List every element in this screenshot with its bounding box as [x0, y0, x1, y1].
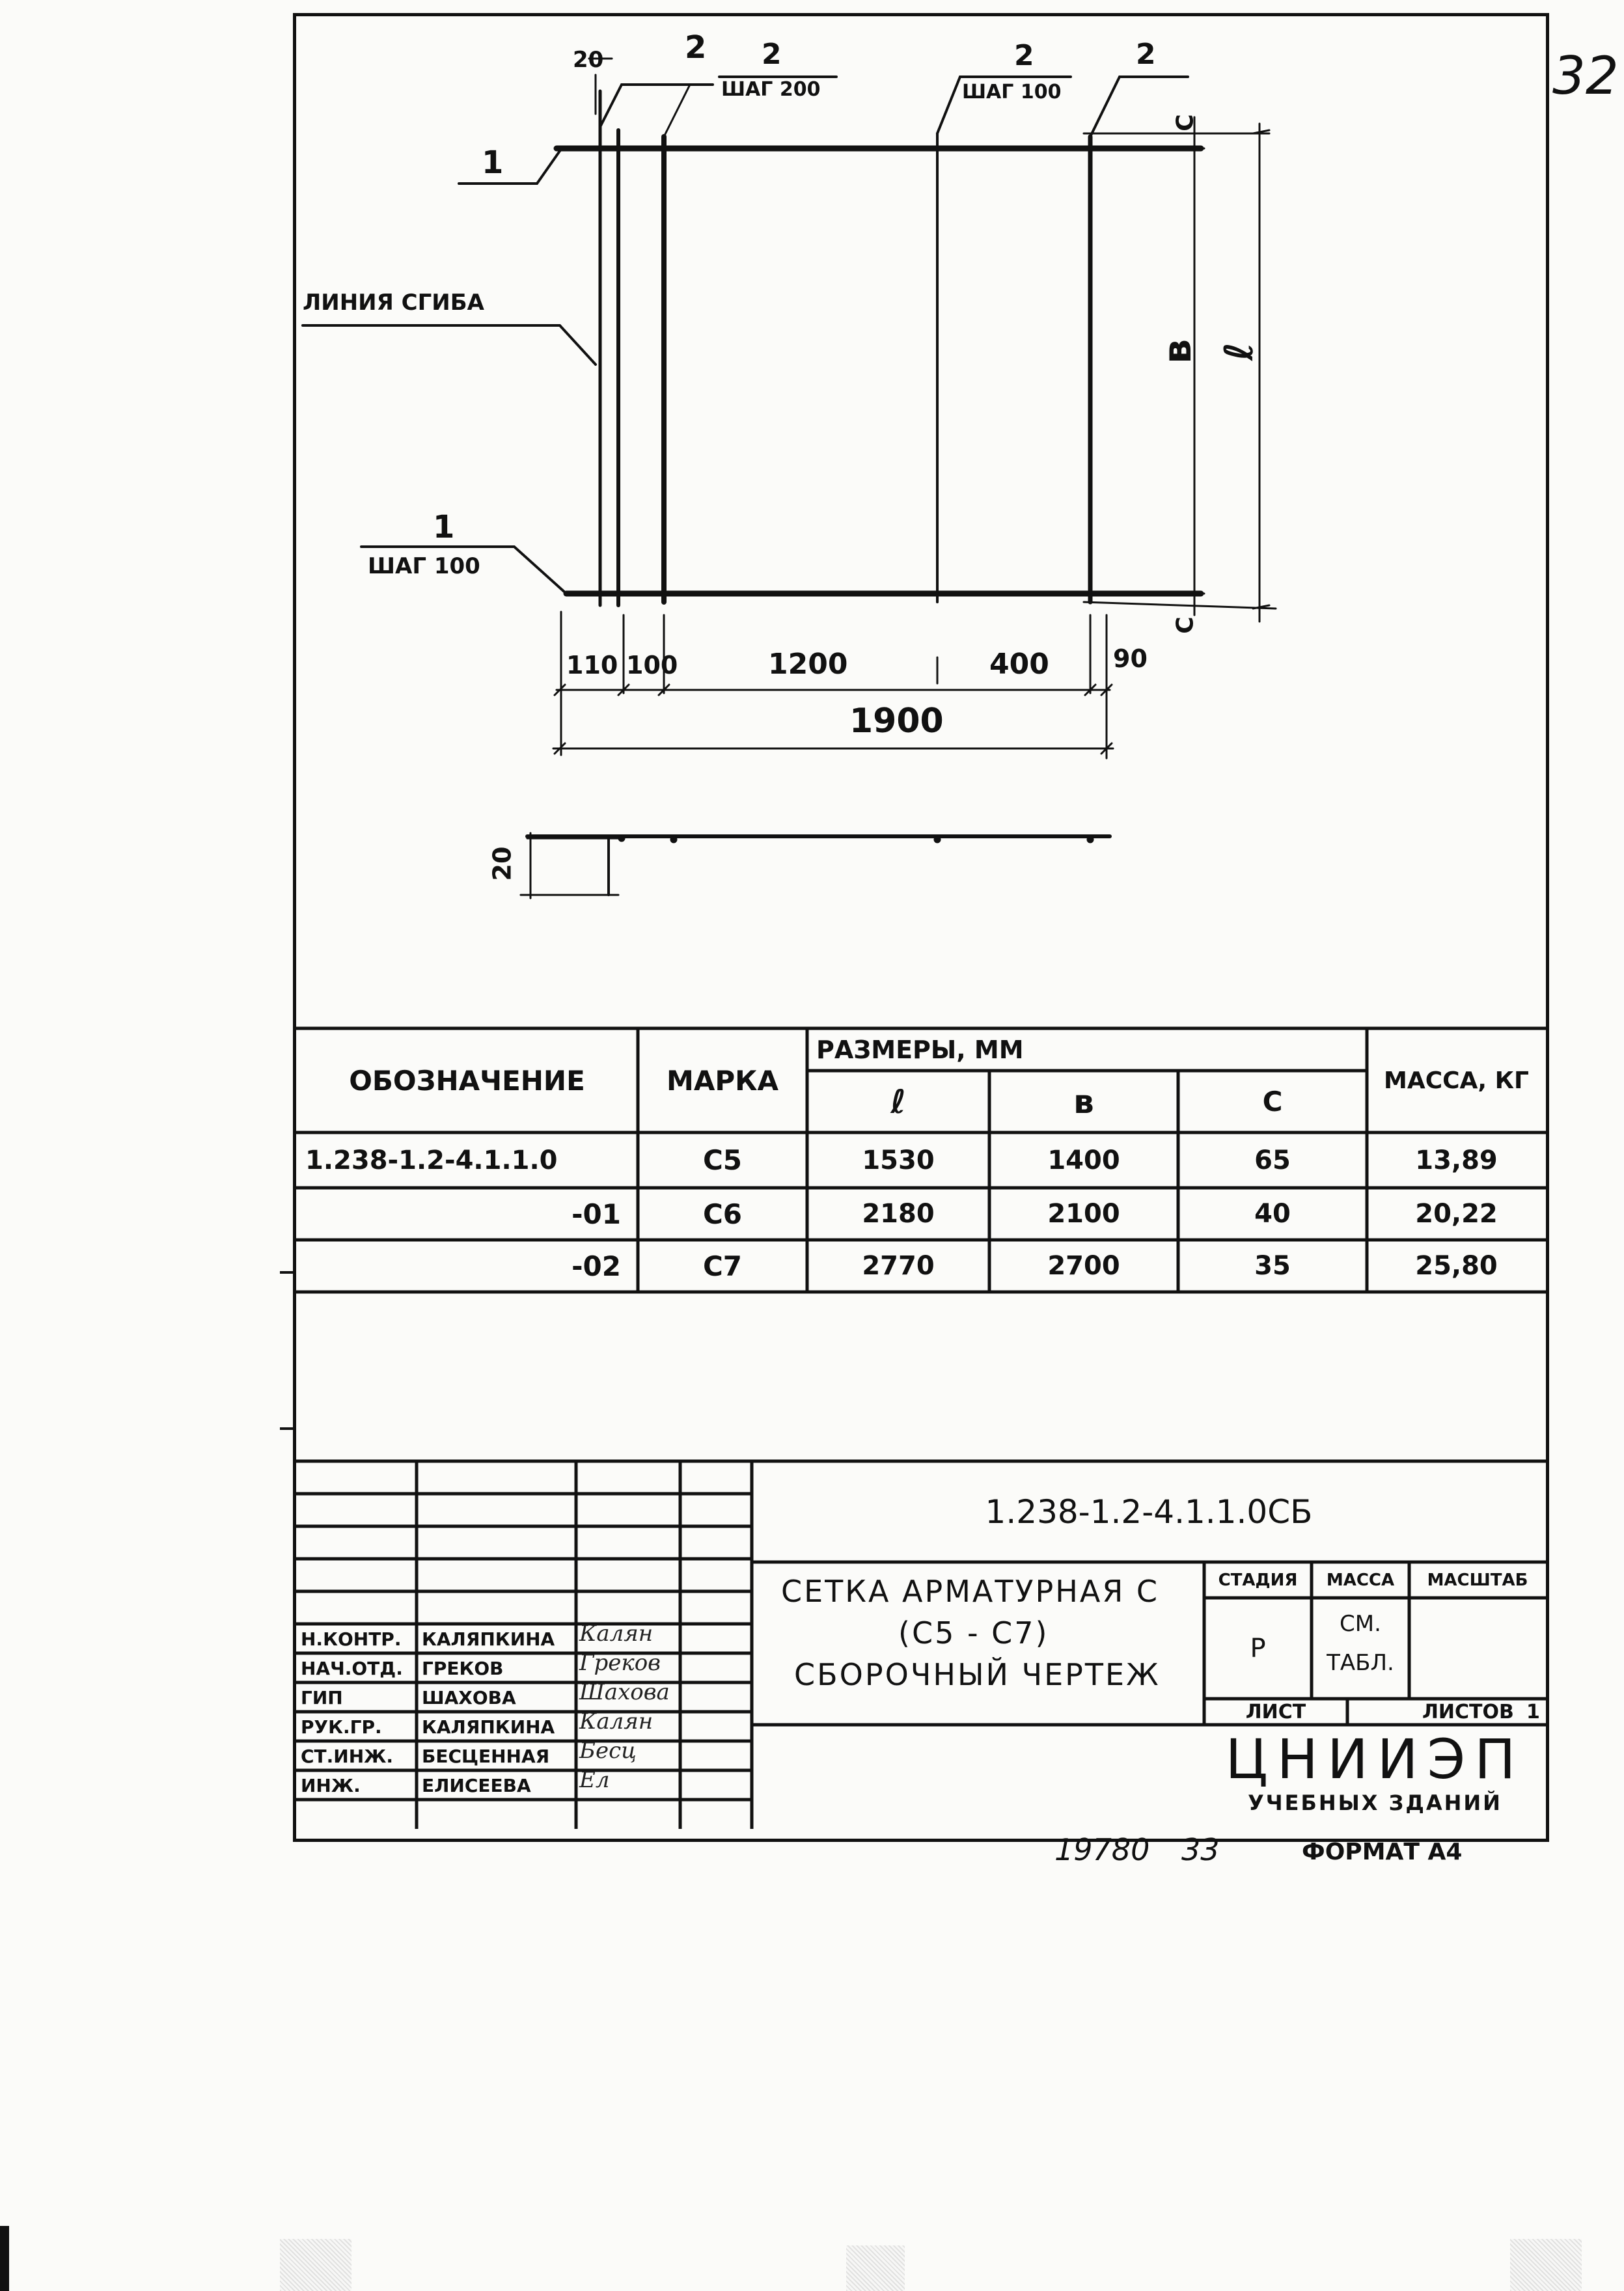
name-ruk-gr: КАЛЯПКИНА: [422, 1716, 555, 1738]
row-c7-mass: 25,80: [1415, 1251, 1498, 1281]
row-c7-mark: С7: [702, 1250, 743, 1282]
signature-inzh: Ел: [579, 1767, 610, 1793]
role-inzh: ИНЖ.: [301, 1775, 361, 1796]
callout-bar-1-top: 1: [482, 144, 504, 181]
title-line-3: СБОРОЧНЫЙ ЧЕРТЕЖ: [794, 1657, 1161, 1692]
row-c5-l: 1530: [862, 1145, 935, 1175]
dim-1200: 1200: [768, 648, 848, 681]
row-c6-designation: -01: [571, 1198, 621, 1230]
scale-label: МАСШТАБ: [1427, 1570, 1528, 1590]
name-st-inzh: БЕСЦЕННАЯ: [422, 1746, 550, 1767]
header-b: в: [1073, 1082, 1094, 1121]
org-name: ЦНИИЭП: [1225, 1727, 1525, 1791]
callout-bar-1-bottom: 1: [433, 509, 455, 545]
role-ruk-gr: РУК.ГР.: [301, 1716, 382, 1738]
row-c7-designation: -02: [571, 1250, 621, 1282]
role-gip: ГИП: [301, 1687, 343, 1708]
mass-label: МАССА: [1326, 1570, 1395, 1590]
row-c6-c: 40: [1254, 1199, 1291, 1229]
sheets-label: ЛИСТОВ: [1422, 1701, 1514, 1723]
row-c5-mass: 13,89: [1415, 1145, 1498, 1175]
name-inzh: ЕЛИСЕЕВА: [422, 1775, 531, 1796]
signature-st-inzh: Бесц: [579, 1738, 637, 1764]
title-line-2: (С5 - С7): [898, 1615, 1049, 1651]
stage-label: СТАДИЯ: [1218, 1570, 1298, 1590]
signature-ruk-gr: Калян: [579, 1708, 654, 1735]
row-c6-l: 2180: [862, 1199, 935, 1229]
dim-total-1900: 1900: [849, 702, 944, 741]
callout-bar-2d: 2: [1136, 38, 1156, 71]
header-c: С: [1262, 1086, 1283, 1118]
dim-400: 400: [989, 648, 1049, 681]
sheet-number: 32: [1552, 46, 1619, 106]
name-n-kontr: КАЛЯПКИНА: [422, 1628, 555, 1650]
sheets-value: 1: [1526, 1701, 1540, 1723]
role-st-inzh: СТ.ИНЖ.: [301, 1746, 394, 1767]
callout-bar-1-bottom-step: ШАГ 100: [368, 553, 480, 579]
header-sizes: РАЗМЕРЫ, ММ: [816, 1035, 1024, 1064]
row-c7-b: 2700: [1047, 1251, 1120, 1281]
row-c6-mass: 20,22: [1415, 1199, 1498, 1229]
sheet-label: ЛИСТ: [1245, 1700, 1306, 1723]
signature-n-kontr: Калян: [579, 1621, 654, 1647]
dim-c-top: C: [1172, 114, 1199, 131]
page-number: 33: [1181, 1832, 1220, 1867]
name-nach-otd: ГРЕКОВ: [422, 1658, 504, 1679]
row-c6-mark: С6: [702, 1198, 743, 1230]
doc-code: 1.238-1.2-4.1.1.0СБ: [985, 1492, 1313, 1531]
header-l: ℓ: [890, 1082, 906, 1121]
row-c5-designation: 1.238-1.2-4.1.1.0: [305, 1145, 558, 1175]
header-designation: ОБОЗНАЧЕНИЕ: [349, 1064, 585, 1097]
header-mass: МАССА, КГ: [1384, 1067, 1529, 1094]
mass-value-2: ТАБЛ.: [1327, 1650, 1394, 1676]
paper-format: ФОРМАТ А4: [1302, 1839, 1463, 1865]
row-c7-l: 2770: [862, 1251, 935, 1281]
row-c5-b: 1400: [1047, 1145, 1120, 1175]
title-line-1: СЕТКА АРМАТУРНАЯ С: [781, 1574, 1160, 1609]
callout-bar-2c-step: ШАГ 100: [962, 81, 1062, 103]
archive-number: 19780: [1054, 1832, 1150, 1867]
row-c6-b: 2100: [1047, 1199, 1120, 1229]
signature-gip: Шахова: [579, 1679, 670, 1705]
dim-20-top: 20: [573, 47, 604, 73]
dim-b: в: [1154, 339, 1200, 364]
dim-110: 110: [566, 651, 618, 679]
name-gip: ШАХОВА: [422, 1687, 516, 1708]
row-c7-c: 35: [1254, 1251, 1291, 1281]
dim-l: ℓ: [1217, 342, 1263, 361]
dim-c-bottom: C: [1172, 616, 1199, 634]
dim-90: 90: [1113, 644, 1148, 673]
role-nach-otd: НАЧ.ОТД.: [301, 1658, 403, 1679]
header-mark: МАРКА: [667, 1064, 778, 1097]
callout-bar-2c: 2: [1014, 39, 1034, 72]
signature-nach-otd: Греков: [579, 1650, 661, 1676]
dim-20-section: 20: [488, 846, 517, 881]
org-subname: УЧЕБНЫХ ЗДАНИЙ: [1248, 1790, 1502, 1815]
row-c5-c: 65: [1254, 1145, 1291, 1175]
stage-value: Р: [1250, 1633, 1266, 1664]
callout-bar-2b: 2: [762, 38, 782, 71]
callout-bar-2a: 2: [685, 29, 707, 66]
mass-value-1: СМ.: [1340, 1611, 1381, 1637]
role-n-kontr: Н.КОНТР.: [301, 1628, 402, 1650]
row-c5-mark: С5: [702, 1144, 743, 1176]
callout-bar-2b-step: ШАГ 200: [721, 78, 821, 101]
bend-line-label: ЛИНИЯ СГИБА: [303, 290, 484, 316]
dim-100: 100: [626, 651, 678, 679]
